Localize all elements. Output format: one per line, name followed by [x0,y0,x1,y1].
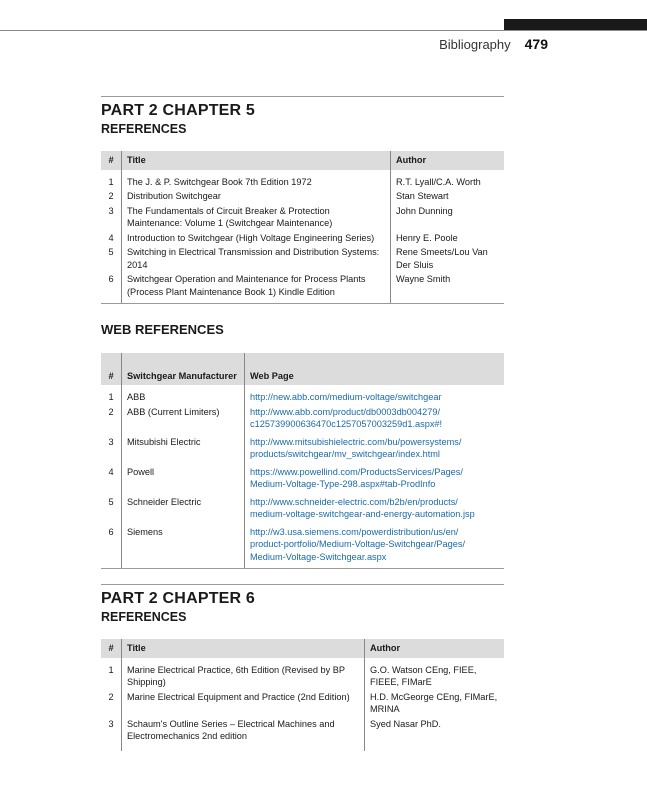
row-web-page [245,406,505,436]
row-number: 1 [101,658,122,691]
table-row [101,170,504,191]
web-link[interactable]: Medium-Voltage-Type-298.aspx#tab-ProdInfo [250,479,436,489]
running-head-section: Bibliography [439,37,511,52]
row-number: 1 [101,385,122,406]
row-number: 2 [101,691,122,718]
row-title: Marine Electrical Practice, 6th Edition (Revised by BP Shipping) [122,658,365,691]
row-number: 3 [101,205,122,232]
row-number: 2 [101,190,122,205]
web-link[interactable]: Medium-Voltage-Switchgear.aspx [250,551,387,562]
row-author: Henry E. Poole [396,232,458,243]
web-references-table [101,353,504,568]
column-header-title: Title [122,639,365,658]
column-header-web-page: Web Page [245,353,505,385]
table-header-row [101,151,504,170]
row-manufacturer: Schneider Electric [122,496,245,526]
web-link[interactable]: https://www.powellind.com/ProductsServices/Pages/ [250,466,463,477]
web-link[interactable]: medium-voltage-switchgear-and-energy-automation.jsp [250,509,475,519]
row-title: Introduction to Switchgear (High Voltage Engineering Series) [122,232,391,247]
column-header-manufacturer: Switchgear Manufacturer [122,353,245,385]
row-web-page [245,436,505,466]
header-rule [0,30,647,31]
chapter6-title: PART 2 CHAPTER 6 [101,590,256,607]
top-accent-bar [504,19,647,30]
row-title: Distribution Switchgear [122,190,391,205]
web-link[interactable]: products/switchgear/mv_switchgear/index.html [250,449,440,459]
row-web-page [245,385,505,406]
row-title: Switching in Electrical Transmission and Distribution Systems: 2014 [122,246,391,273]
chapter5-table [101,151,504,303]
row-number: 5 [101,246,122,273]
row-number: 3 [101,718,122,745]
row-author: Syed Nasar PhD. [370,718,441,729]
row-number: 1 [101,170,122,191]
row-author: John Dunning [396,205,453,216]
running-head [439,36,548,52]
chapter5-section [101,96,504,304]
table-row [101,466,504,496]
table-row [101,190,504,205]
row-web-page [245,526,505,566]
row-manufacturer: Powell [122,466,245,496]
row-author: Stan Stewart [396,191,449,201]
section-rule [101,584,504,585]
row-web-page [245,496,505,526]
row-title: Schaum's Outline Series – Electrical Machines and Electromechanics 2nd edition [122,718,365,745]
web-references-title: WEB REFERENCES [101,322,224,337]
row-manufacturer: Siemens [122,526,245,566]
row-number: 3 [101,436,122,466]
web-link[interactable]: http://www.abb.com/product/db0003db004279/ [250,406,441,417]
row-manufacturer: Mitsubishi Electric [122,436,245,466]
row-number: 4 [101,232,122,247]
row-manufacturer: ABB (Current Limiters) [122,406,245,436]
table-row [101,436,504,466]
web-link[interactable]: http://www.mitsubishielectric.com/bu/powersystems/ [250,436,462,447]
row-author: Rene Smeets/Lou Van Der Sluis [396,247,488,270]
table-row [101,385,504,406]
table-row [101,406,504,436]
chapter6-section [101,584,504,751]
table-bottom-rule [101,568,504,569]
row-title: Marine Electrical Equipment and Practice (2nd Edition) [122,691,365,718]
column-header-title: Title [122,151,391,170]
chapter6-subtitle: REFERENCES [101,610,187,624]
chapter6-table [101,639,504,751]
table-header-row [101,353,504,385]
row-number: 5 [101,496,122,526]
table-row [101,246,504,273]
web-references-section [101,322,504,569]
column-header-num: # [101,639,122,658]
row-number: 4 [101,466,122,496]
row-title: The Fundamentals of Circuit Breaker & Protection Maintenance: Volume 1 (Switchgear Maintenance) [122,205,391,232]
row-author: Wayne Smith [396,274,451,284]
row-author: G.O. Watson CEng, FIEE, FIEEE, FIMarE [370,664,477,687]
column-header-author: Author [365,639,505,658]
row-manufacturer: ABB [122,385,245,406]
table-row [101,496,504,526]
section-rule [101,96,504,97]
row-number: 6 [101,273,122,300]
table-row [101,232,504,247]
column-header-num: # [101,151,122,170]
table-row [101,205,504,232]
table-bottom-rule [101,303,504,304]
web-link[interactable]: product-portfolio/Medium-Voltage-Switchgear/Pages/ [250,539,465,549]
web-link[interactable]: c125739900636470c1257057003259d1.aspx#! [250,419,443,429]
row-web-page [245,466,505,496]
web-link[interactable]: http://w3.usa.siemens.com/powerdistribution/us/en/ [250,526,459,537]
chapter5-title: PART 2 CHAPTER 5 [101,102,256,119]
table-row [101,718,504,745]
table-row [101,658,504,691]
row-title: The J. & P. Switchgear Book 7th Edition 1972 [122,170,391,191]
table-row [101,526,504,566]
table-header-row [101,639,504,658]
row-number: 6 [101,526,122,566]
row-author: H.D. McGeorge CEng, FIMarE, MRINA [370,691,498,714]
column-header-num: # [101,353,122,385]
page-number: 479 [524,36,548,52]
web-link[interactable]: http://new.abb.com/medium-voltage/switchgear [250,392,442,402]
table-row [101,691,504,718]
chapter5-subtitle: REFERENCES [101,122,187,136]
column-header-author: Author [391,151,505,170]
row-number: 2 [101,406,122,436]
table-row [101,273,504,300]
row-title: Switchgear Operation and Maintenance for Process Plants (Process Plant Maintenance Book 1) Kindle Edition [122,273,391,300]
row-author: R.T. Lyall/C.A. Worth [396,176,481,187]
web-link[interactable]: http://www.schneider-electric.com/b2b/en/products/ [250,496,458,507]
